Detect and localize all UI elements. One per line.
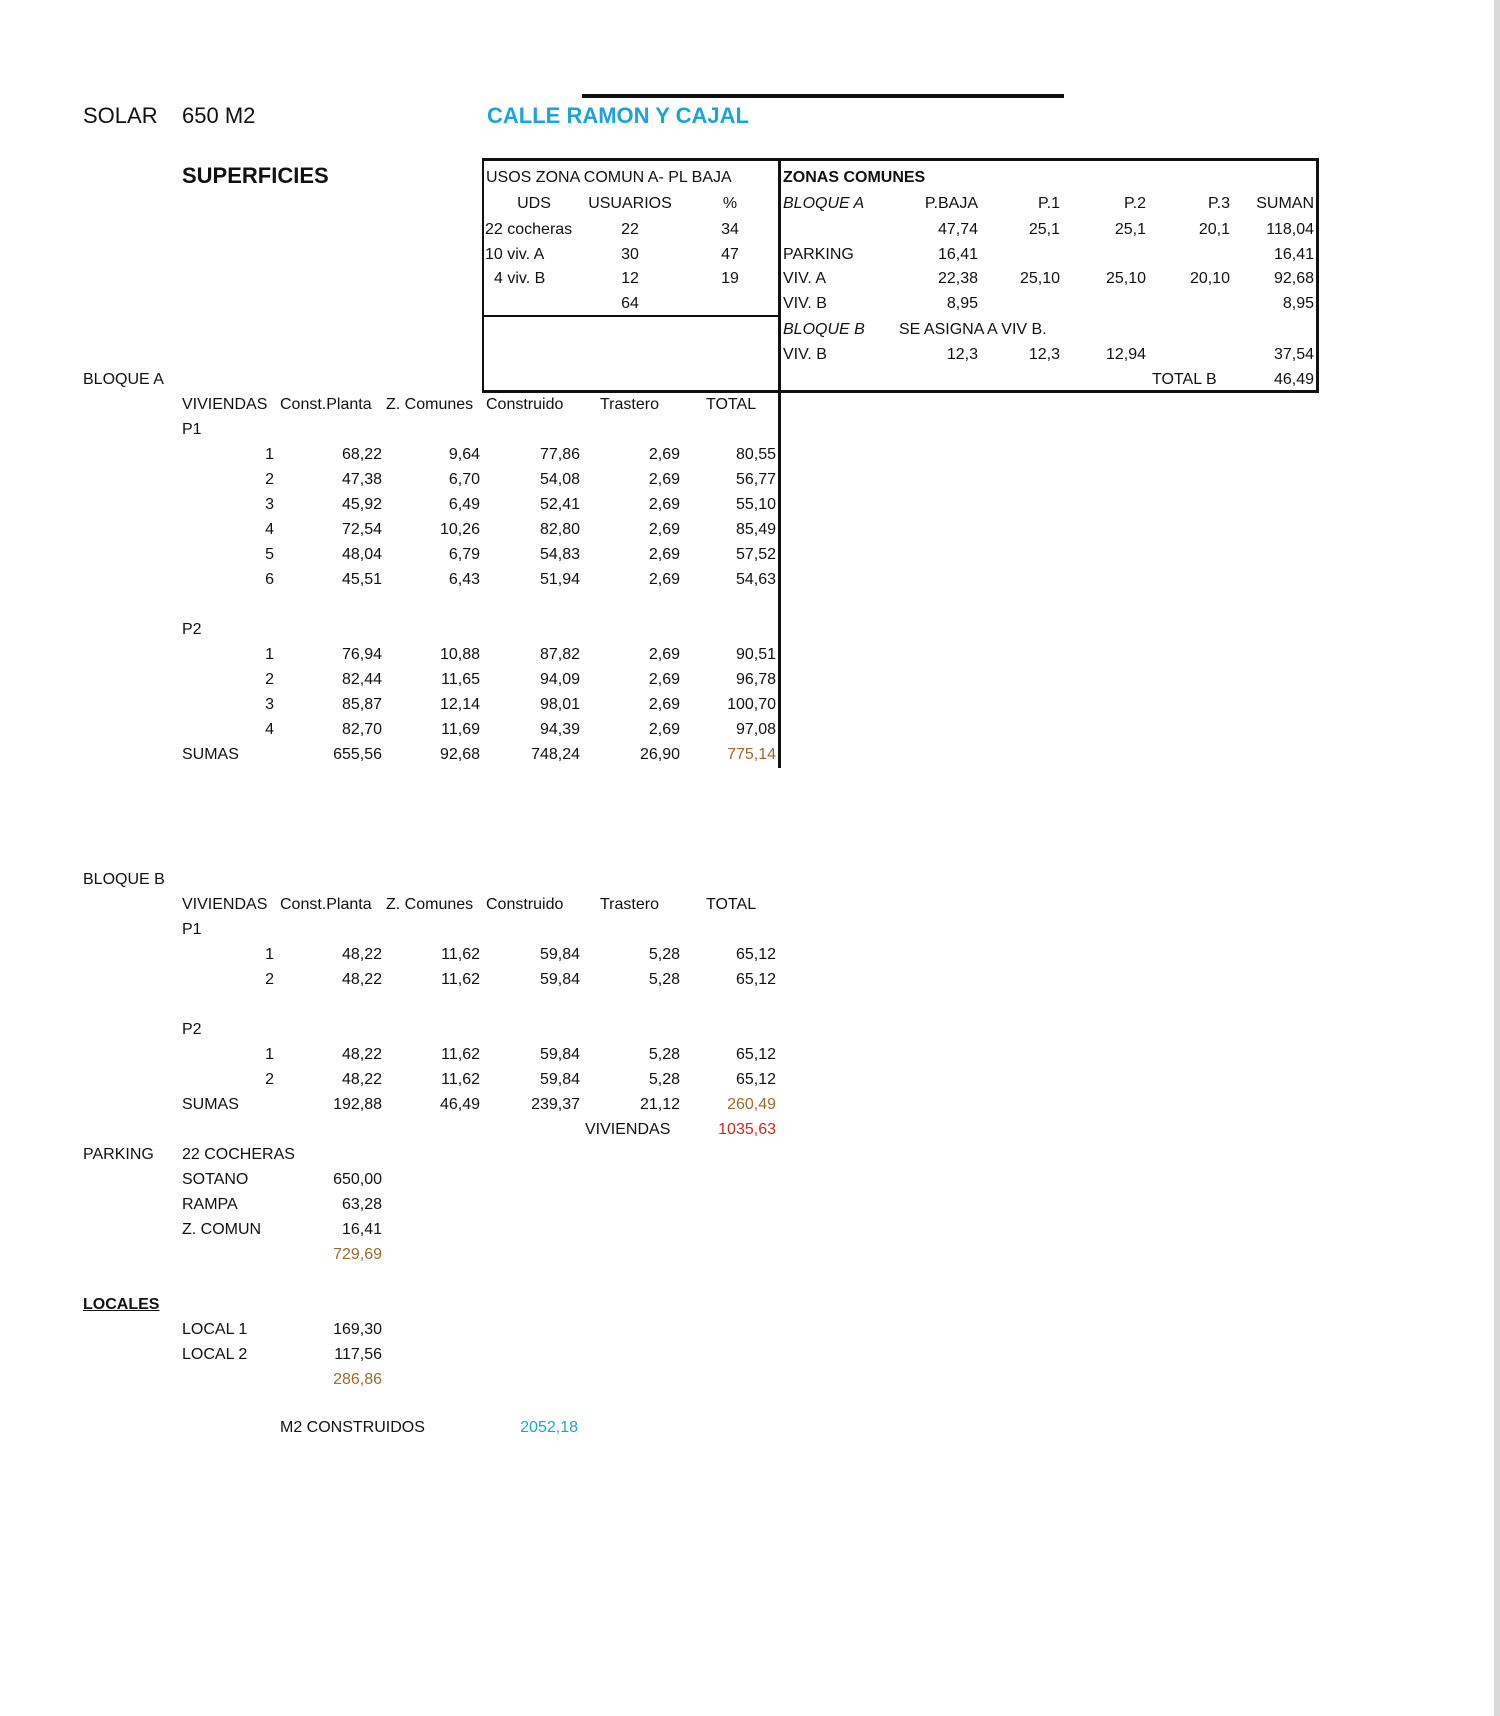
bloque-header: Trastero (600, 396, 659, 413)
unit-value: 82,80 (539, 521, 580, 538)
unit-value: 96,78 (735, 671, 776, 688)
unit-value: 2,69 (648, 671, 680, 688)
unit-value: 48,22 (341, 946, 382, 963)
unit-value: 5,28 (648, 971, 680, 988)
parking-item-value: 16,41 (341, 1221, 382, 1238)
unit-value: 57,52 (735, 546, 776, 563)
sumas-value: 92,68 (439, 746, 480, 763)
parking-item-label: SOTANO (182, 1171, 249, 1188)
unit-value: 11,62 (441, 1046, 480, 1063)
bloque-b-label: BLOQUE B (83, 871, 165, 888)
unit-value: 2,69 (648, 446, 680, 463)
viviendas-total-label: VIVIENDAS (585, 1121, 671, 1138)
sumas-value: 260,49 (727, 1096, 776, 1113)
usos-header-pct: % (722, 195, 738, 212)
unit-value: 94,09 (539, 671, 580, 688)
sumas-value: 748,24 (531, 746, 580, 763)
unit-value: 6,79 (448, 546, 480, 563)
parking-item-label: RAMPA (182, 1196, 238, 1213)
sumas-value: 192,88 (333, 1096, 382, 1113)
zonas-row-value: 25,10 (1105, 270, 1146, 287)
zonas-vivb-value: 37,54 (1273, 346, 1314, 363)
box-bottom-border (482, 390, 1318, 393)
unit-value: 90,51 (735, 646, 776, 663)
unit-value: 2,69 (648, 696, 680, 713)
usos-title: USOS ZONA COMUN A- PL BAJA (486, 169, 732, 186)
local-value: 169,30 (333, 1321, 382, 1338)
parking-cocheras: 22 COCHERAS (182, 1146, 295, 1163)
unit-value: 6,43 (448, 571, 480, 588)
title-rule (582, 94, 1064, 98)
solar-value: 650 M2 (182, 103, 256, 128)
sumas-label: SUMAS (182, 746, 239, 763)
unit-value: 85,87 (341, 696, 382, 713)
unit-value: 82,44 (341, 671, 382, 688)
usos-row-label: 4 viv. B (494, 270, 546, 287)
zonas-row-value: 20,10 (1189, 270, 1230, 287)
unit-number: 3 (265, 696, 274, 713)
unit-value: 54,83 (539, 546, 580, 563)
unit-value: 65,12 (735, 971, 776, 988)
unit-value: 68,22 (341, 446, 382, 463)
sumas-value: 239,37 (531, 1096, 580, 1113)
unit-value: 2,69 (648, 646, 680, 663)
sumas-value: 21,12 (639, 1096, 680, 1113)
usos-row-label: 10 viv. A (485, 246, 545, 263)
bloque-header: VIVIENDAS (182, 896, 268, 913)
zonas-asigna-note: SE ASIGNA A VIV B. (899, 321, 1047, 338)
unit-value: 45,51 (341, 571, 382, 588)
bloque-header: Construido (486, 896, 564, 913)
usos-row-pct: 47 (721, 246, 739, 263)
unit-value: 59,84 (539, 1071, 580, 1088)
zonas-row-label: VIV. B (783, 295, 827, 312)
unit-value: 77,86 (539, 446, 580, 463)
street-title: CALLE RAMON Y CAJAL (487, 103, 749, 128)
unit-number: 1 (265, 1046, 274, 1063)
box-top-border (482, 158, 1318, 161)
zonas-row-value: 16,41 (937, 246, 978, 263)
unit-value: 47,38 (341, 471, 382, 488)
sumas-value: 655,56 (333, 746, 382, 763)
floor-label: P1 (182, 921, 202, 938)
zonas-header: SUMAN (1256, 195, 1314, 212)
zonas-header: P.3 (1208, 195, 1230, 212)
usos-header-usuarios: USUARIOS (588, 195, 672, 212)
solar-label: SOLAR (83, 103, 158, 128)
locales-label: LOCALES (83, 1296, 160, 1313)
unit-value: 9,64 (448, 446, 480, 463)
zonas-row-value: 22,38 (937, 270, 978, 287)
unit-number: 2 (265, 971, 274, 988)
zonas-row-value: 25,10 (1019, 270, 1060, 287)
unit-value: 5,28 (648, 1046, 680, 1063)
unit-value: 59,84 (539, 971, 580, 988)
zonas-row-value: 92,68 (1273, 270, 1314, 287)
unit-number: 1 (265, 946, 274, 963)
unit-value: 52,41 (539, 496, 580, 513)
bloque-header: Construido (486, 396, 564, 413)
unit-value: 11,62 (441, 1071, 480, 1088)
parking-item-value: 650,00 (333, 1171, 382, 1188)
unit-value: 2,69 (648, 721, 680, 738)
bloque-header: TOTAL (706, 396, 757, 413)
unit-value: 48,04 (341, 546, 382, 563)
zonas-bloque-b: BLOQUE B (783, 321, 865, 338)
unit-number: 1 (265, 446, 274, 463)
zonas-row-value: 8,95 (1282, 295, 1314, 312)
local-label: LOCAL 1 (182, 1321, 248, 1338)
unit-number: 4 (265, 521, 274, 538)
floor-label: P1 (182, 421, 202, 438)
unit-value: 59,84 (539, 1046, 580, 1063)
zonas-vivb-label: VIV. B (783, 346, 827, 363)
bloque-header: Z. Comunes (386, 396, 474, 413)
floor-label: P2 (182, 621, 202, 638)
unit-number: 3 (265, 496, 274, 513)
unit-value: 48,22 (341, 1046, 382, 1063)
unit-value: 2,69 (648, 496, 680, 513)
usos-row-users: 12 (621, 270, 639, 287)
unit-value: 51,94 (539, 571, 580, 588)
total-b-label: TOTAL B (1152, 371, 1217, 388)
sumas-value: 775,14 (727, 746, 776, 763)
zonas-bloque-a: BLOQUE A (783, 195, 865, 212)
box-right-border (1316, 158, 1319, 393)
unit-value: 11,62 (441, 971, 480, 988)
unit-value: 97,08 (735, 721, 776, 738)
unit-value: 2,69 (648, 521, 680, 538)
unit-value: 11,62 (441, 946, 480, 963)
zonas-row-value: 118,04 (1266, 221, 1314, 238)
zonas-row-value: 20,1 (1198, 221, 1230, 238)
usos-row-pct: 19 (721, 270, 739, 287)
bloque-header: Const.Planta (280, 396, 372, 413)
unit-value: 98,01 (539, 696, 580, 713)
unit-value: 72,54 (341, 521, 382, 538)
unit-value: 80,55 (735, 446, 776, 463)
viviendas-total-value: 1035,63 (718, 1121, 776, 1138)
usos-row-users: 22 (621, 221, 639, 238)
sumas-value: 26,90 (639, 746, 680, 763)
bloque-header: VIVIENDAS (182, 396, 268, 413)
unit-value: 11,69 (441, 721, 480, 738)
zonas-row-label: VIV. A (783, 270, 826, 287)
unit-value: 54,08 (539, 471, 580, 488)
unit-value: 48,22 (341, 1071, 382, 1088)
bloque-a-label: BLOQUE A (83, 371, 164, 388)
sumas-label: SUMAS (182, 1096, 239, 1113)
zonas-vivb-value: 12,3 (1028, 346, 1060, 363)
unit-value: 5,28 (648, 946, 680, 963)
zonas-title: ZONAS COMUNES (783, 169, 926, 186)
unit-value: 12,14 (439, 696, 480, 713)
unit-number: 2 (265, 671, 274, 688)
parking-item-value: 63,28 (341, 1196, 382, 1213)
floor-label: P2 (182, 1021, 202, 1038)
unit-value: 87,82 (539, 646, 580, 663)
unit-value: 45,92 (341, 496, 382, 513)
usos-header-uds: UDS (517, 195, 551, 212)
zonas-header: P.BAJA (924, 195, 978, 212)
zonas-row-value: 25,1 (1114, 221, 1146, 238)
unit-value: 5,28 (648, 1071, 680, 1088)
unit-number: 2 (265, 471, 274, 488)
unit-value: 6,49 (448, 496, 480, 513)
box-left-border (482, 158, 484, 392)
parking-item-label: Z. COMUN (182, 1221, 262, 1238)
unit-value: 65,12 (735, 1046, 776, 1063)
unit-value: 48,22 (341, 971, 382, 988)
usos-row-pct: 34 (721, 221, 739, 238)
unit-value: 82,70 (341, 721, 382, 738)
unit-value: 59,84 (539, 946, 580, 963)
unit-value: 100,70 (727, 696, 776, 713)
local-value: 117,56 (334, 1346, 382, 1363)
unit-number: 1 (265, 646, 274, 663)
bloque-header: Const.Planta (280, 896, 372, 913)
usos-total: 64 (621, 295, 639, 312)
usos-row-users: 30 (621, 246, 639, 263)
unit-value: 2,69 (648, 471, 680, 488)
zonas-header: P.2 (1124, 195, 1146, 212)
unit-value: 2,69 (648, 571, 680, 588)
parking-label: PARKING (83, 1146, 154, 1163)
zonas-row-label: PARKING (783, 246, 854, 263)
total-b-value: 46,49 (1273, 371, 1314, 388)
m2-label: M2 CONSTRUIDOS (280, 1419, 425, 1436)
unit-value: 65,12 (735, 1071, 776, 1088)
unit-value: 94,39 (539, 721, 580, 738)
zonas-row-value: 25,1 (1028, 221, 1060, 238)
bloque-header: Trastero (600, 896, 659, 913)
superficies-title: SUPERFICIES (182, 163, 329, 188)
unit-number: 5 (265, 546, 274, 563)
unit-value: 76,94 (341, 646, 382, 663)
box-mid-border (778, 158, 781, 768)
zonas-vivb-value: 12,94 (1105, 346, 1146, 363)
unit-value: 11,65 (441, 671, 480, 688)
zonas-header: P.1 (1038, 195, 1060, 212)
unit-value: 65,12 (735, 946, 776, 963)
unit-number: 6 (265, 571, 274, 588)
unit-value: 85,49 (735, 521, 776, 538)
page-edge (1494, 0, 1500, 1716)
parking-total: 729,69 (333, 1246, 382, 1263)
zonas-row-value: 8,95 (946, 295, 978, 312)
bloque-header: TOTAL (706, 896, 757, 913)
unit-value: 6,70 (448, 471, 480, 488)
usos-row-label: 22 cocheras (485, 221, 573, 238)
zonas-vivb-value: 12,3 (946, 346, 978, 363)
unit-value: 2,69 (648, 546, 680, 563)
locales-total: 286,86 (333, 1371, 382, 1388)
local-label: LOCAL 2 (182, 1346, 248, 1363)
unit-value: 55,10 (735, 496, 776, 513)
bloque-header: Z. Comunes (386, 896, 474, 913)
zonas-row-value: 47,74 (937, 221, 978, 238)
unit-value: 54,63 (735, 571, 776, 588)
unit-number: 4 (265, 721, 274, 738)
zonas-row-value: 16,41 (1273, 246, 1314, 263)
unit-value: 10,26 (439, 521, 480, 538)
unit-number: 2 (265, 1071, 274, 1088)
unit-value: 56,77 (735, 471, 776, 488)
usos-bottom-border (482, 315, 780, 317)
m2-value: 2052,18 (520, 1419, 578, 1436)
sumas-value: 46,49 (439, 1096, 480, 1113)
unit-value: 10,88 (439, 646, 480, 663)
